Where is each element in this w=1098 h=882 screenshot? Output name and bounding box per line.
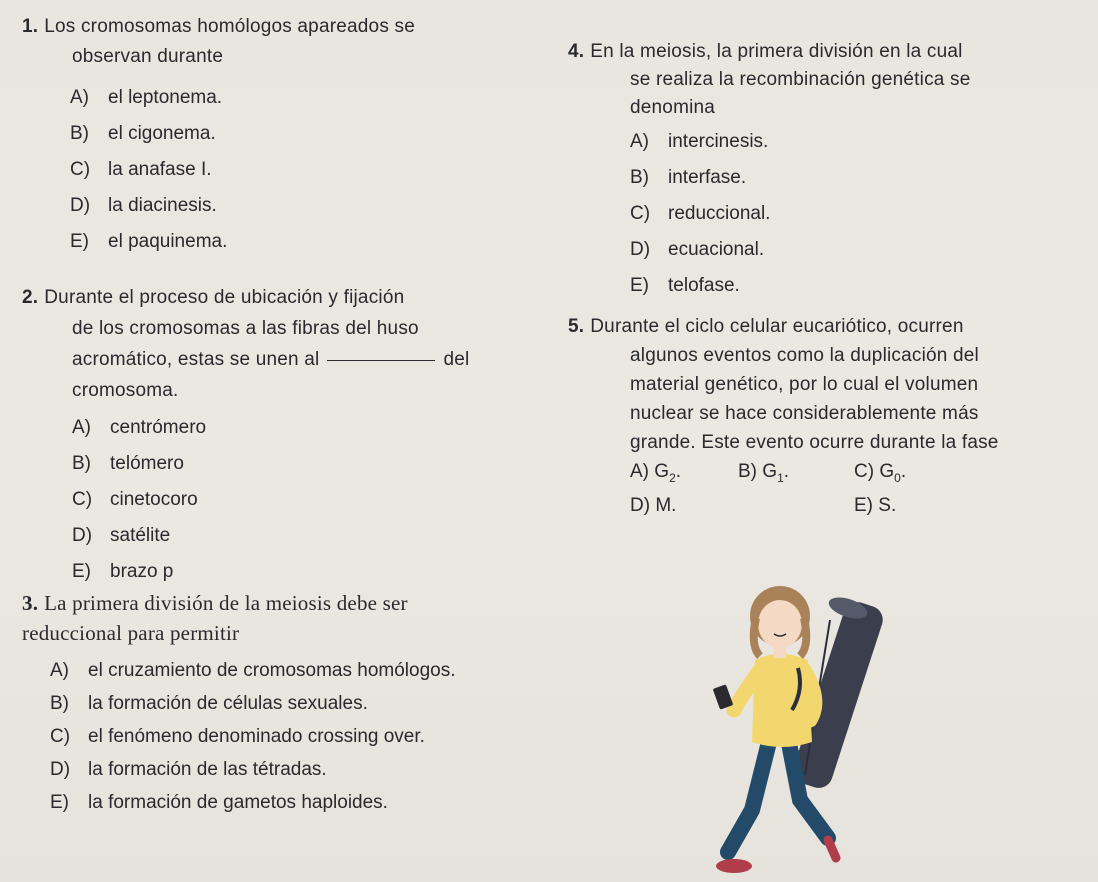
face-icon <box>758 600 802 648</box>
option-c[interactable]: C) el fenómeno denominado crossing over. <box>50 726 425 747</box>
option-a[interactable]: A) $G_2$. <box>630 461 682 485</box>
option-e[interactable]: E) S. <box>854 495 897 516</box>
option-d[interactable]: D) ecuacional. <box>630 239 765 260</box>
question-number: 4. <box>568 41 585 62</box>
option-d[interactable]: D) la diacinesis. <box>70 195 217 216</box>
option-c[interactable]: C) $G_0$. <box>854 461 907 485</box>
option-e[interactable]: E) el paquinema. <box>70 231 228 252</box>
option-d[interactable]: D) satélite <box>72 525 171 546</box>
option-e[interactable]: E) la formación de gametos haploides. <box>50 792 388 813</box>
option-c[interactable]: C) reduccional. <box>630 203 771 224</box>
question-number: 5. <box>568 316 585 337</box>
answer-blank[interactable] <box>327 360 435 361</box>
question-5 <box>568 312 1078 529</box>
option-c[interactable]: C) la anafase I. <box>70 159 212 180</box>
question-2 <box>22 282 542 590</box>
option-c[interactable]: C) cinetocoro <box>72 489 198 510</box>
option-a[interactable]: A) intercinesis. <box>630 131 769 152</box>
option-e[interactable]: E) brazo p <box>72 561 174 582</box>
option-d[interactable]: D) la formación de las tétradas. <box>50 759 327 780</box>
option-b[interactable]: B) telómero <box>72 453 184 474</box>
option-b[interactable]: B) $G_1$. <box>738 461 790 485</box>
question-2-stem: 2. Durante el proceso de ubicación y fijación de los cromosomas a las fibras del huso acromático, estas se unen al del cromosoma. <box>22 287 470 401</box>
question-5-stem: 5. Durante el ciclo celular eucariótico, ocurren algunos eventos como la duplicación del material genético, por lo cual el volumen nuclear se hace considerablemente más grande. Este evento ocurre durante la fase <box>568 316 999 453</box>
option-row-2 <box>630 495 1078 529</box>
option-b[interactable]: B) el cigonema. <box>70 123 216 144</box>
option-a[interactable]: A) el leptonema. <box>70 87 223 108</box>
option-b[interactable]: B) interfase. <box>630 167 747 188</box>
phone-icon <box>713 684 734 709</box>
option-e[interactable]: E) telofase. <box>630 275 740 296</box>
option-row-1 <box>630 461 1078 495</box>
question-1-stem: 1. Los cromosomas homólogos apareados se observan durante <box>22 16 415 67</box>
question-4-stem: 4. En la meiosis, la primera división en la cual se realiza la recombinación genética se denomina <box>568 41 971 118</box>
question-4 <box>568 38 1068 304</box>
question-number: 3. <box>22 591 39 615</box>
girl-with-yoga-mat-illustration <box>700 560 890 882</box>
question-number: 2. <box>22 287 39 308</box>
question-1 <box>22 12 542 260</box>
question-3-stem: 3. La primera división de la meiosis debe ser reduccional para permitir <box>22 591 408 645</box>
question-number: 1. <box>22 16 39 37</box>
shoe-icon <box>828 840 836 858</box>
option-a[interactable]: A) el cruzamiento de cromosomas homólogos. <box>50 660 456 681</box>
question-3 <box>22 588 622 819</box>
option-d[interactable]: D) M. <box>630 495 677 516</box>
option-b[interactable]: B) la formación de células sexuales. <box>50 693 368 714</box>
option-a[interactable]: A) centrómero <box>72 417 207 438</box>
shoe-icon <box>716 859 752 873</box>
